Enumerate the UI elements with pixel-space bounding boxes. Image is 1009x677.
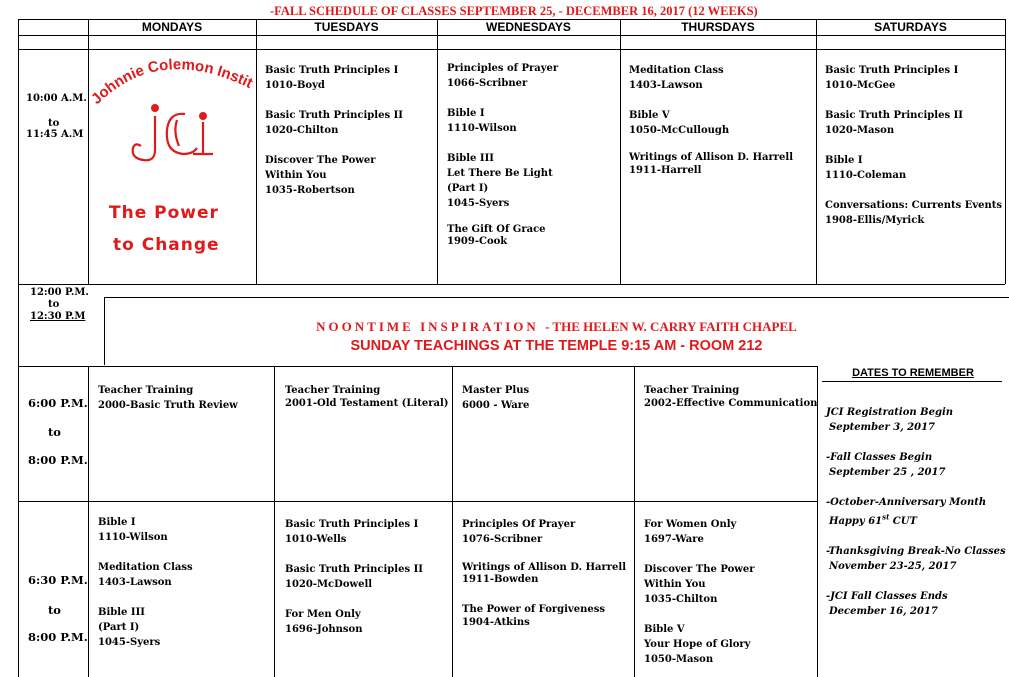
morning-time-start: 10:00 A.M.	[26, 93, 87, 104]
logo-tagline-2: to Change	[113, 235, 220, 255]
jci-monogram-icon	[133, 104, 213, 160]
class-code: 2000-Basic Truth Review	[98, 400, 238, 411]
class-title: (Part I)	[98, 622, 140, 633]
class-code: 1110-Wilson	[98, 532, 168, 543]
class-title: Discover The Power	[644, 564, 755, 575]
date-value: September 3, 2017	[829, 422, 935, 433]
class-title: Master Plus	[462, 385, 530, 396]
morning-wednesday-cell	[447, 61, 558, 248]
class-code: 1020-Chilton	[265, 125, 339, 136]
class-code: 1110-Wilson	[447, 123, 517, 134]
logo-tagline-1: The Power	[109, 203, 219, 223]
class-title: Bible I	[825, 155, 863, 166]
class-code: 1050-McCullough	[629, 125, 730, 136]
date-value	[826, 510, 1006, 529]
date-value: November 23-25, 2017	[829, 561, 957, 573]
date-event: -Fall Classes Begin	[826, 452, 933, 463]
schedule-title: -FALL SCHEDULE OF CLASSES SEPTEMBER 25, - DECEMBER 16, 2017 (12 WEEKS)	[270, 4, 758, 18]
class-code: 1035-Robertson	[265, 185, 355, 196]
class-code: 1050-Mason	[644, 654, 714, 665]
evening2-time-end: 8:00 P.M.	[28, 630, 88, 644]
class-code: 2001-Old Testament (Literal)	[285, 398, 449, 409]
class-title: Teacher Training	[285, 385, 381, 396]
class-title: Conversations: Currents Events	[825, 200, 1003, 211]
class-title: Principles Of Prayer	[462, 519, 576, 530]
class-title: Bible III	[98, 607, 145, 618]
class-title: Within You	[265, 170, 327, 181]
dates-list	[826, 405, 1006, 619]
class-code: 1909-Cook	[447, 236, 508, 247]
class-title: Basic Truth Principles I	[825, 65, 959, 76]
class-code: 1908-Ellis/Myrick	[825, 215, 925, 226]
class-title: Meditation Class	[98, 562, 193, 573]
day-header-thursday: THURSDAYS	[681, 20, 755, 34]
evening1-monday-cell	[98, 383, 238, 413]
day-header-monday: MONDAYS	[141, 20, 203, 34]
date-value: September 25 , 2017	[829, 467, 946, 478]
morning-time-to: to	[48, 118, 60, 129]
date-event: -JCI Fall Classes Ends	[826, 591, 948, 603]
noon-time-to: to	[48, 299, 60, 310]
noon-time-end: 12:30 P.M	[30, 311, 86, 322]
class-code: 1911-Harrell	[629, 165, 702, 176]
class-code: 1010-Boyd	[265, 80, 325, 91]
dates-to-remember-header: DATES TO REMEMBER	[852, 367, 974, 379]
class-code: 2002-Effective Communication	[644, 398, 818, 409]
morning-saturday-cell	[825, 63, 1002, 228]
date-event: -Thanksgiving Break-No Classes	[826, 546, 1006, 558]
class-code: 1904-Atkins	[462, 617, 530, 628]
class-title: Basic Truth Principles II	[285, 564, 423, 575]
class-code: 1010-McGee	[825, 80, 896, 91]
evening1-thursday-cell	[644, 384, 817, 410]
evening2-tuesday-cell	[285, 517, 423, 637]
evening2-thursday-cell	[644, 517, 755, 667]
class-title: Basic Truth Principles I	[285, 519, 419, 530]
class-title: Discover The Power	[265, 155, 376, 166]
class-title: Bible V	[629, 110, 670, 121]
class-title: Let There Be Light	[447, 168, 553, 179]
class-title: Bible V	[644, 624, 685, 635]
class-title: Meditation Class	[629, 65, 724, 76]
evening2-time-start: 6:30 P.M.	[28, 573, 88, 587]
class-title: (Part I)	[447, 183, 489, 194]
morning-thursday-cell	[629, 63, 793, 177]
class-code: 1020-McDowell	[285, 579, 373, 590]
chapel-label: - THE HELEN W. CARRY FAITH CHAPEL	[545, 319, 797, 334]
class-title: The Power of Forgiveness	[462, 604, 605, 615]
happy-61st-text: Happy 61st CUT	[829, 513, 917, 528]
evening1-time-to: to	[48, 425, 61, 439]
class-code: 1045-Syers	[98, 637, 161, 648]
sunday-teachings-line: SUNDAY TEACHINGS AT THE TEMPLE 9:15 AM - ROOM 212	[350, 338, 763, 354]
evening1-time-start: 6:00 P.M.	[28, 396, 88, 410]
class-title: For Women Only	[644, 519, 737, 530]
jci-logo	[89, 50, 255, 284]
morning-tuesday-cell	[265, 63, 403, 198]
class-code: 1010-Wells	[285, 534, 347, 545]
class-title: Teacher Training	[98, 385, 194, 396]
class-code: 1110-Coleman	[825, 170, 907, 181]
class-code: 1403-Lawson	[629, 80, 703, 91]
date-event: -October-Anniversary Month	[826, 497, 987, 508]
class-title: Principles of Prayer	[447, 63, 559, 74]
day-header-saturday: SATURDAYS	[874, 20, 947, 34]
class-title: Teacher Training	[644, 385, 740, 396]
noontime-label: NOONTIME INSPIRATION	[316, 319, 539, 334]
day-header-wednesday: WEDNESDAYS	[486, 20, 571, 34]
class-title: Your Hope of Glory	[644, 639, 751, 650]
class-title: Basic Truth Principles II	[825, 110, 963, 121]
class-title: Writings of Allison D. Harrell	[462, 562, 627, 573]
evening1-time-end: 8:00 P.M.	[28, 453, 88, 467]
class-code: 1035-Chilton	[644, 594, 718, 605]
evening2-time-to: to	[48, 603, 61, 617]
evening2-monday-cell	[98, 515, 193, 650]
evening1-wednesday-cell	[462, 383, 529, 413]
class-code: 1066-Scribner	[447, 78, 528, 89]
svg-text:Johnnie Colemon Institute: Johnnie Colemon Instit	[89, 56, 255, 108]
class-code: 1076-Scribner	[462, 534, 543, 545]
class-code: 1020-Mason	[825, 125, 895, 136]
class-title: Bible III	[447, 153, 494, 164]
class-code: 1045-Syers	[447, 198, 510, 209]
class-title: Writings of Allison D. Harrell	[629, 152, 794, 163]
class-code: 1697-Ware	[644, 534, 704, 545]
morning-time-end: 11:45 A.M	[26, 129, 84, 140]
day-header-tuesday: TUESDAYS	[314, 20, 379, 34]
class-code: 1696-Johnson	[285, 624, 363, 635]
noon-time-start: 12:00 P.M.	[30, 287, 89, 298]
class-title: Bible I	[98, 517, 136, 528]
noontime-inspiration-line	[104, 319, 1009, 335]
class-title: For Men Only	[285, 609, 361, 620]
date-event: JCI Registration Begin	[826, 407, 954, 418]
evening2-wednesday-cell	[462, 517, 626, 629]
class-code: 1911-Bowden	[462, 574, 539, 585]
class-code: 6000 - Ware	[462, 400, 530, 411]
class-title: Basic Truth Principles II	[265, 110, 403, 121]
class-title: Basic Truth Principles I	[265, 65, 399, 76]
class-title: The Gift Of Grace	[447, 224, 546, 235]
class-title: Bible I	[447, 108, 485, 119]
evening1-tuesday-cell	[285, 384, 449, 410]
class-code: 1403-Lawson	[98, 577, 172, 588]
class-title: Within You	[644, 579, 706, 590]
date-value: December 16, 2017	[829, 606, 938, 618]
logo-arc-graphic	[89, 50, 255, 170]
